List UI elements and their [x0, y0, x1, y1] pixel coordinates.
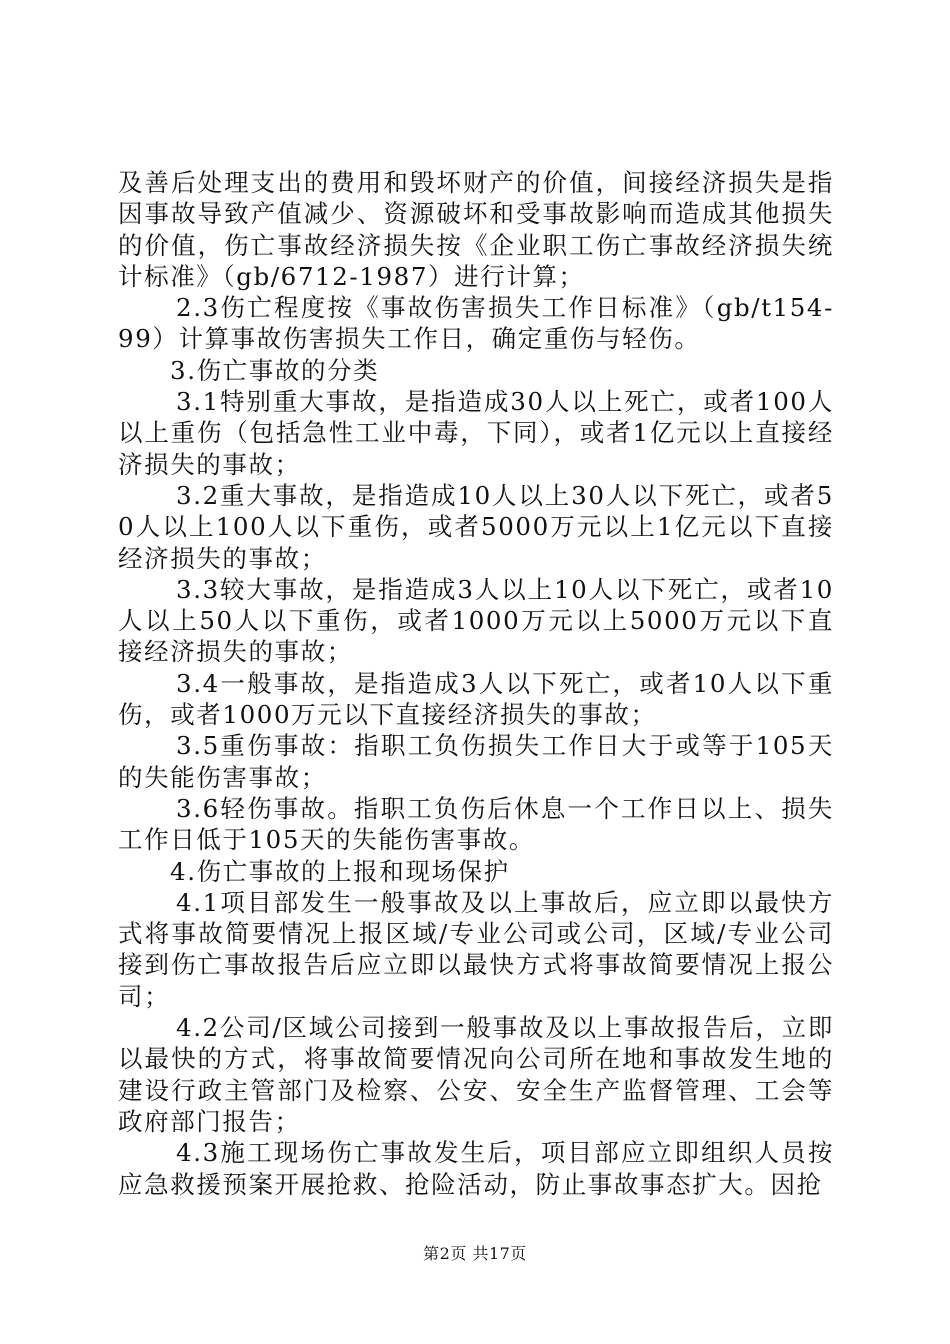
heading-4-reporting: 4.伤亡事故的上报和现场保护: [170, 856, 510, 886]
document-body: [118, 167, 834, 1200]
paragraph-3-5: 3.5重伤事故：指职工负伤损失工作日大于或等于105天的失能伤害事故；: [118, 731, 834, 792]
paragraph-4-2: 4.2公司/区域公司接到一般事故及以上事故报告后，立即以最快的方式，将事故简要情况向公司所在地和事故发生地的建设行政主管部门及检察、公安、安全生产监督管理、工会等政府部门报告；: [118, 1013, 834, 1136]
paragraph-4-3: 4.3施工现场伤亡事故发生后，项目部应立即组织人员按应急救援预案开展抢救、抢险活动，防止事故事态扩大。因抢: [118, 1138, 834, 1199]
paragraph-2-3: 2.3伤亡程度按《事故伤害损失工作日标准》（gb/t154-99）计算事故伤害损失工作日，确定重伤与轻伤。: [118, 293, 834, 354]
paragraph-3-1: 3.1特别重大事故，是指造成30人以上死亡，或者100人以上重伤（包括急性工业中毒，下同），或者1亿元以上直接经济损失的事故；: [118, 387, 834, 479]
paragraph-4-1: 4.1项目部发生一般事故及以上事故后，应立即以最快方式将事故简要情况上报区域/专业公司或公司，区域/专业公司接到伤亡事故报告后应立即以最快方式将事故简要情况上报公司；: [118, 887, 834, 1011]
paragraph-economic-loss: 及善后处理支出的费用和毁坏财产的价值，间接经济损失是指因事故导致产值减少、资源破坏和受事故影响而造成其他损失的价值，伤亡事故经济损失按《企业职工伤亡事故经济损失统计标准》（gb/6712-1987）进行计算；: [118, 168, 834, 291]
paragraph-3-4: 3.4一般事故，是指造成3人以下死亡，或者10人以下重伤，或者1000万元以下直接经济损失的事故；: [118, 668, 834, 730]
page-number-footer: 第2页 共17页: [423, 1244, 527, 1263]
heading-3-classification: 3.伤亡事故的分类: [170, 355, 380, 385]
paragraph-3-2: 3.2重大事故，是指造成10人以上30人以下死亡，或者50人以上100人以下重伤，或者5000万元以上1亿元以下直接经济损失的事故；: [118, 480, 834, 573]
paragraph-3-3: 3.3较大事故，是指造成3人以上10人以下死亡，或者10人以上50人以下重伤，或者1000万元以上5000万元以下直接经济损失的事故；: [118, 574, 834, 667]
paragraph-3-6: 3.6轻伤事故。指职工负伤后休息一个工作日以上、损失工作日低于105天的失能伤害事故。: [118, 793, 834, 855]
